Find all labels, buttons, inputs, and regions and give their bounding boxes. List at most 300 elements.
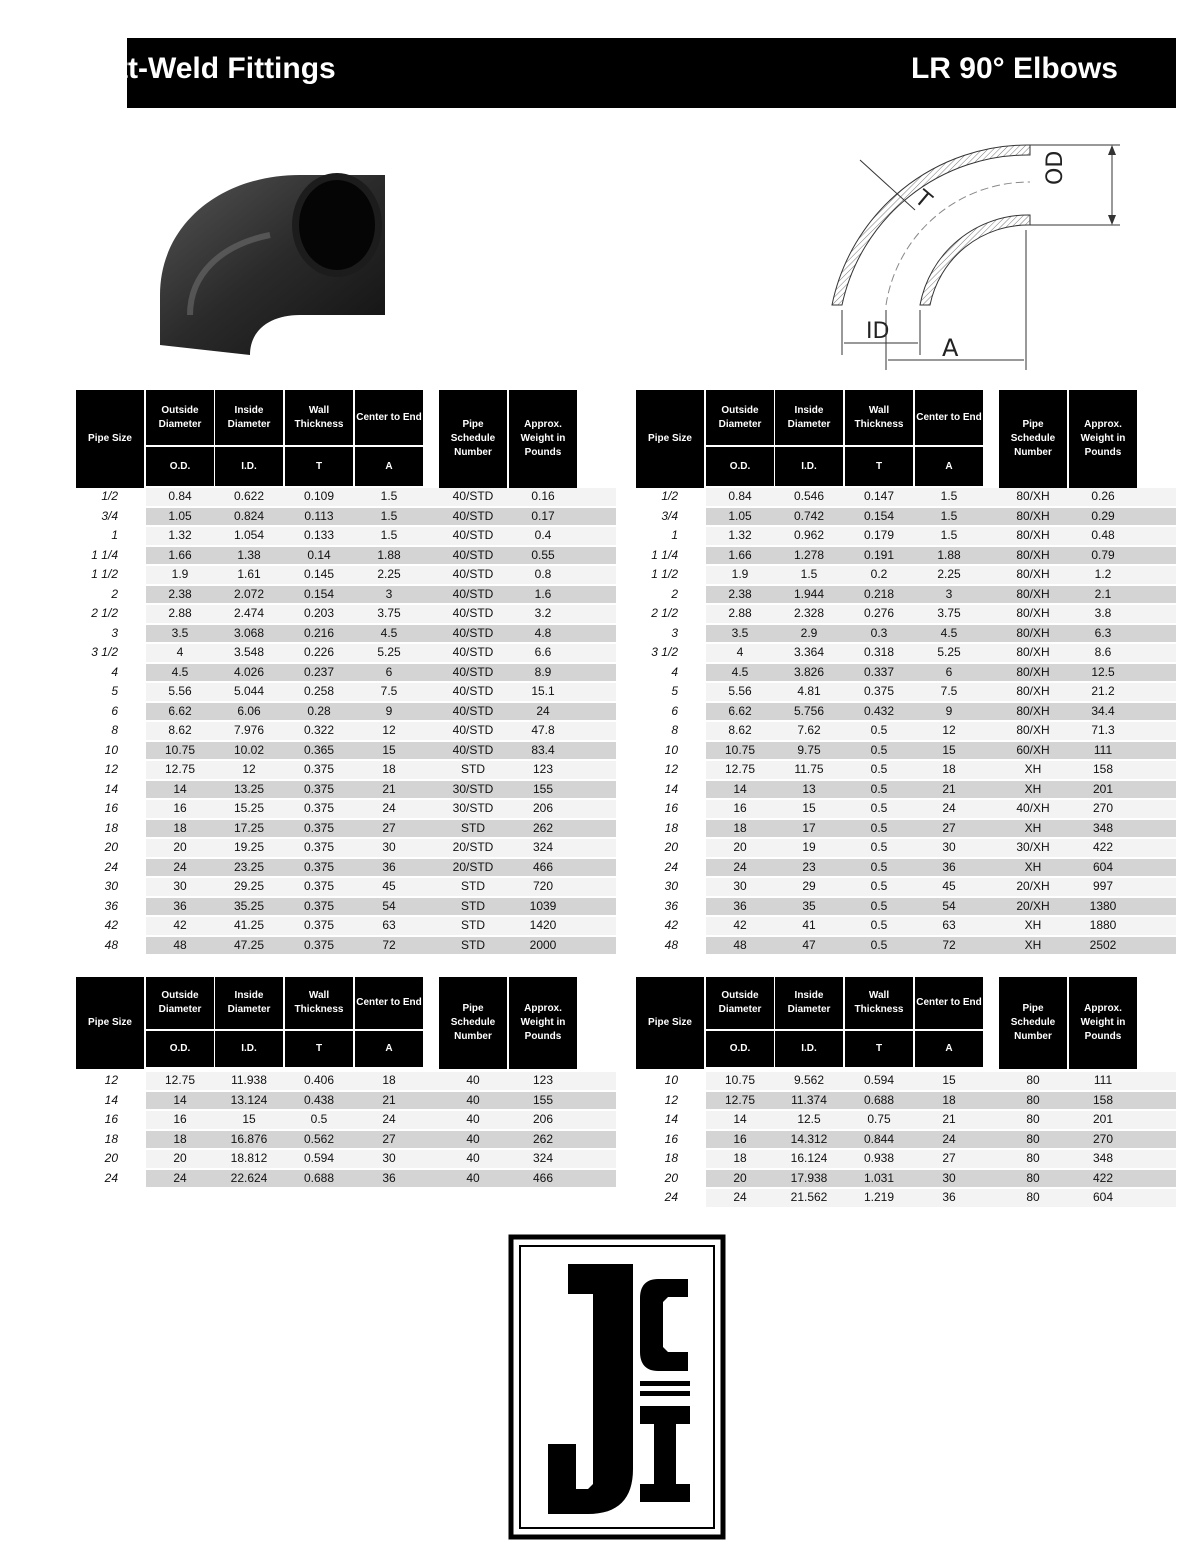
- table-cell: 36: [382, 859, 396, 874]
- table-cell: 4.5: [380, 625, 398, 640]
- table-row: [636, 897, 1176, 917]
- table-cell: 14: [173, 1092, 187, 1107]
- table-cell: 0.375: [303, 762, 335, 776]
- table-cell: 0.133: [303, 528, 335, 542]
- table-cell: 1.66: [168, 547, 192, 562]
- table-cell: 27: [942, 1151, 956, 1165]
- table-cell: 48: [733, 937, 747, 952]
- table-row: [76, 487, 616, 507]
- table-cell: 6.3: [1094, 625, 1112, 640]
- table-cell: 0.365: [303, 742, 335, 757]
- table-cell: 1.5: [380, 489, 398, 503]
- table-cell: 1.031: [863, 1170, 895, 1185]
- table-cell: 0.742: [793, 508, 825, 523]
- table-cell: 30: [173, 879, 187, 893]
- table-cell: 466: [532, 1170, 554, 1185]
- table-cell: 40: [466, 1151, 480, 1165]
- table-cell: 0.8: [534, 567, 552, 581]
- table-row: [76, 1071, 616, 1091]
- table-cell: 0.318: [863, 645, 895, 659]
- table-row: [636, 936, 1176, 956]
- table-cell: 30: [942, 1170, 956, 1185]
- header-inside-diameter-sub: I.D.: [215, 1031, 283, 1067]
- table-row: [636, 760, 1176, 780]
- table-cell: 1.944: [793, 586, 825, 601]
- table-cell: 16.876: [230, 1131, 268, 1146]
- pipe-size-cell: 14: [664, 781, 678, 796]
- table-cell: 80: [1026, 1131, 1040, 1146]
- table-cell: 0.375: [303, 801, 335, 815]
- table-cell: 20: [173, 1151, 187, 1165]
- pipe-size-cell: 1 1/4: [651, 547, 678, 562]
- table-cell: 29.25: [233, 879, 265, 893]
- pipe-size-cell: 1 1/2: [651, 567, 678, 581]
- table-row: [76, 565, 616, 585]
- table-cell: 6.06: [237, 703, 261, 718]
- table-cell: 0.237: [303, 664, 335, 679]
- table-cell: 0.147: [863, 489, 895, 503]
- table-cell: 18: [173, 820, 187, 835]
- header-wall-thickness-sub: T: [845, 1031, 913, 1067]
- table-row: [76, 604, 616, 624]
- table-cell: 2.474: [233, 606, 265, 620]
- table-cell: 41: [802, 918, 816, 932]
- header-wall-thickness: Wall Thickness: [285, 977, 353, 1029]
- table-cell: 111: [1093, 742, 1113, 757]
- table-cell: 1.5: [380, 528, 398, 542]
- header-outside-diameter: Outside Diameter: [706, 977, 774, 1029]
- pipe-size-cell: 4: [111, 664, 118, 679]
- header-schedule-number: Pipe Schedule Number: [999, 977, 1067, 1069]
- pipe-size-cell: 16: [104, 1112, 118, 1126]
- table-cell: 10.02: [233, 742, 265, 757]
- table-cell: 1420: [529, 918, 557, 932]
- table-cell: 0.48: [1091, 528, 1115, 542]
- table-cell: 0.5: [870, 937, 888, 952]
- table-cell: 348: [1092, 1151, 1114, 1165]
- table-cell: 0.5: [870, 801, 888, 815]
- header-outside-diameter: Outside Diameter: [146, 390, 214, 445]
- pipe-size-cell: 1/2: [661, 489, 678, 503]
- table-cell: 15: [242, 1112, 256, 1126]
- table-cell: 0.824: [233, 508, 265, 523]
- table-cell: 40: [466, 1112, 480, 1126]
- table-row: [76, 799, 616, 819]
- header-center-to-end: Center to End: [355, 977, 423, 1029]
- table-cell: 5.56: [728, 684, 752, 698]
- table-cell: 47.25: [233, 937, 265, 952]
- table-cell: 54: [382, 898, 396, 913]
- header-outside-diameter-sub: O.D.: [146, 1031, 214, 1067]
- table-cell: 7.5: [940, 684, 958, 698]
- table-cell: 0.4: [534, 528, 552, 542]
- header-outside-diameter: Outside Diameter: [706, 390, 774, 445]
- table-cell: 17.25: [233, 820, 265, 835]
- table-cell: 22.624: [230, 1170, 268, 1185]
- table-cell: 0.375: [303, 781, 335, 796]
- table-cell: 17.938: [790, 1170, 828, 1185]
- table-cell: 3: [945, 586, 953, 601]
- table-cell: 9: [385, 703, 393, 718]
- pipe-size-cell: 12: [664, 762, 678, 776]
- table-cell: STD: [461, 937, 485, 952]
- table-cell: 1.61: [237, 567, 261, 581]
- table-cell: 2502: [1089, 937, 1117, 952]
- table-cell: 0.3: [870, 625, 888, 640]
- table-cell: 80/XH: [1016, 528, 1050, 542]
- table-row: [76, 916, 616, 936]
- header-pipe-size: Pipe Size: [636, 977, 704, 1069]
- table-cell: 3.826: [793, 664, 825, 679]
- table-cell: 60/XH: [1016, 742, 1050, 757]
- header-center-to-end: Center to End: [915, 977, 983, 1029]
- table-cell: 2.328: [793, 606, 825, 620]
- table-cell: 21: [942, 781, 956, 796]
- table-cell: 270: [1092, 801, 1114, 815]
- table-row: [76, 663, 616, 683]
- table-cell: 21: [382, 1092, 396, 1107]
- table-cell: 30: [733, 879, 747, 893]
- table-cell: 10.75: [724, 742, 756, 757]
- table-row: [636, 507, 1176, 527]
- table-cell: 0.26: [1091, 489, 1115, 503]
- table-cell: 1.32: [728, 528, 752, 542]
- table-cell: 1.5: [940, 489, 958, 503]
- pipe-size-cell: 20: [664, 840, 678, 854]
- table-cell: 3.5: [731, 625, 749, 640]
- table-cell: 0.154: [863, 508, 895, 523]
- table-cell: 40: [466, 1073, 480, 1087]
- table-row: [76, 897, 616, 917]
- header-inside-diameter-sub: I.D.: [775, 1031, 843, 1067]
- table-cell: 18.812: [230, 1151, 268, 1165]
- table-cell: 0.5: [870, 898, 888, 913]
- table-cell: 0.438: [303, 1092, 335, 1107]
- a-label: A: [942, 334, 959, 362]
- table-row: [636, 1130, 1176, 1150]
- table-cell: 15: [382, 742, 396, 757]
- header-wall-thickness-sub: T: [845, 447, 913, 486]
- table-cell: XH: [1024, 781, 1042, 796]
- table-cell: 9.562: [793, 1073, 825, 1087]
- header-schedule-number: Pipe Schedule Number: [439, 977, 507, 1069]
- table-cell: 7.62: [797, 723, 821, 737]
- table-cell: 5.56: [168, 684, 192, 698]
- header-inside-diameter: Inside Diameter: [215, 977, 283, 1029]
- table-cell: 42: [173, 918, 187, 932]
- table-cell: 0.375: [863, 684, 895, 698]
- table-cell: STD: [461, 820, 485, 835]
- table-cell: 1.2: [1094, 567, 1112, 581]
- table-cell: 40/STD: [452, 547, 494, 562]
- pipe-size-cell: 30: [664, 879, 678, 893]
- table-cell: 4.5: [940, 625, 958, 640]
- header-approx-weight: Approx. Weight in Pounds: [1069, 977, 1137, 1069]
- pipe-size-cell: 12: [104, 762, 118, 776]
- table-row: [76, 585, 616, 605]
- table-cell: 34.4: [1091, 703, 1115, 718]
- table-cell: 1.054: [233, 528, 265, 542]
- table-cell: 72: [382, 937, 396, 952]
- table-cell: 0.688: [863, 1092, 895, 1107]
- table-cell: 80/XH: [1016, 645, 1050, 659]
- table-cell: 80/XH: [1016, 625, 1050, 640]
- pipe-size-cell: 8: [671, 723, 678, 737]
- header-wall-thickness: Wall Thickness: [845, 390, 913, 445]
- table-cell: 0.322: [303, 723, 335, 737]
- pipe-size-cell: 6: [671, 703, 678, 718]
- table-cell: 8.62: [728, 723, 752, 737]
- table-cell: 15.1: [531, 684, 555, 698]
- table-cell: 2.25: [937, 567, 961, 581]
- table-cell: 0.375: [303, 879, 335, 893]
- table-cell: 0.622: [233, 489, 265, 503]
- table-cell: 0.203: [303, 606, 335, 620]
- table-cell: 23.25: [233, 859, 265, 874]
- table-cell: 35: [802, 898, 816, 913]
- table-cell: 12: [242, 762, 256, 776]
- table-cell: 16: [733, 801, 747, 815]
- table-cell: 324: [532, 840, 554, 854]
- table-cell: 1.88: [937, 547, 961, 562]
- table-cell: 0.109: [303, 489, 335, 503]
- table-cell: 4.5: [731, 664, 749, 679]
- table-row: [76, 1130, 616, 1150]
- pipe-size-cell: 48: [664, 937, 678, 952]
- table-cell: 40/XH: [1016, 801, 1050, 815]
- table-cell: 30: [942, 840, 956, 854]
- table-cell: 9: [945, 703, 953, 718]
- table-cell: 1.9: [171, 567, 189, 581]
- table-cell: 80/XH: [1016, 606, 1050, 620]
- table-cell: 0.375: [303, 898, 335, 913]
- table-cell: XH: [1024, 937, 1042, 952]
- table-cell: 0.154: [303, 586, 335, 601]
- header-center-to-end-sub: A: [355, 1031, 423, 1067]
- pipe-size-cell: 20: [104, 840, 118, 854]
- table-cell: 27: [942, 820, 956, 835]
- table-row: [76, 507, 616, 527]
- table-row: [76, 702, 616, 722]
- od-label: OD: [1043, 150, 1068, 185]
- table-cell: 0.5: [870, 742, 888, 757]
- table-cell: 6: [945, 664, 953, 679]
- table-row: [636, 604, 1176, 624]
- table-cell: 206: [532, 801, 554, 815]
- table-cell: 3.5: [171, 625, 189, 640]
- table-cell: 24: [173, 859, 187, 874]
- table-cell: 0.5: [870, 840, 888, 854]
- table-cell: 63: [382, 918, 396, 932]
- table-cell: 0.14: [307, 547, 331, 562]
- header-approx-weight: Approx. Weight in Pounds: [509, 390, 577, 488]
- header-approx-weight: Approx. Weight in Pounds: [1069, 390, 1137, 488]
- table-cell: 262: [532, 1131, 554, 1146]
- table-cell: 0.276: [863, 606, 895, 620]
- table-cell: 3.75: [377, 606, 401, 620]
- table-cell: 0.594: [303, 1151, 335, 1165]
- id-label: ID: [866, 319, 890, 344]
- table-cell: 2.38: [728, 586, 752, 601]
- table-cell: 24: [382, 801, 396, 815]
- table-cell: 2.1: [1094, 586, 1112, 601]
- table-cell: 0.375: [303, 820, 335, 835]
- table-cell: 1.5: [940, 528, 958, 542]
- table-cell: 158: [1092, 1092, 1114, 1107]
- table-cell: 1.6: [534, 586, 552, 601]
- table-cell: 0.5: [870, 859, 888, 874]
- pipe-size-cell: 24: [104, 1170, 118, 1185]
- table-cell: 1.66: [728, 547, 752, 562]
- header-wall-thickness: Wall Thickness: [285, 390, 353, 445]
- pipe-size-cell: 3/4: [661, 508, 678, 523]
- table-row: [76, 877, 616, 897]
- table-cell: 80: [1026, 1112, 1040, 1126]
- table-cell: 20: [733, 840, 747, 854]
- table-cell: 3.548: [233, 645, 265, 659]
- table-cell: 1.88: [377, 547, 401, 562]
- table-cell: 12.5: [1091, 664, 1115, 679]
- table-cell: 21: [942, 1112, 956, 1126]
- header-wall-thickness: Wall Thickness: [845, 977, 913, 1029]
- table-cell: 5.756: [793, 703, 825, 718]
- table-cell: 20/STD: [452, 840, 494, 854]
- pipe-size-cell: 1: [671, 528, 678, 542]
- pipe-size-cell: 42: [664, 918, 678, 932]
- table-cell: 0.688: [303, 1170, 335, 1185]
- pipe-size-cell: 12: [664, 1092, 678, 1107]
- table-cell: 12.5: [797, 1112, 821, 1126]
- table-cell: 80/XH: [1016, 723, 1050, 737]
- table-cell: 3.75: [937, 606, 961, 620]
- table-cell: 16: [173, 1112, 187, 1126]
- table-cell: XH: [1024, 820, 1042, 835]
- header-outside-diameter-sub: O.D.: [706, 1031, 774, 1067]
- table-cell: 21.2: [1091, 684, 1115, 698]
- table-cell: 40/STD: [452, 723, 494, 737]
- table-row: [636, 819, 1176, 839]
- table-cell: 0.594: [863, 1073, 895, 1087]
- table-cell: 0.962: [793, 528, 825, 542]
- table-cell: 36: [942, 1190, 956, 1204]
- pipe-size-cell: 24: [104, 859, 118, 874]
- elbow-photo: [150, 165, 400, 355]
- pipe-size-cell: 18: [664, 820, 678, 835]
- table-row: [636, 702, 1176, 722]
- table-cell: 0.5: [870, 781, 888, 796]
- table-cell: 41.25: [233, 918, 265, 932]
- pipe-size-cell: 16: [104, 801, 118, 815]
- table-cell: 11.75: [794, 762, 824, 776]
- table-cell: 0.16: [531, 489, 555, 503]
- table-row: [636, 1188, 1176, 1208]
- table-cell: 40: [466, 1092, 480, 1107]
- table-cell: 4.8: [534, 625, 552, 640]
- table-cell: 0.337: [863, 664, 895, 679]
- table-cell: 3.8: [1094, 606, 1112, 620]
- table-cell: 40/STD: [452, 625, 494, 640]
- table-cell: 604: [1092, 1190, 1114, 1204]
- table-cell: 63: [942, 918, 956, 932]
- header-inside-diameter: Inside Diameter: [215, 390, 283, 445]
- table-cell: 80: [1026, 1170, 1040, 1185]
- table-cell: 30/STD: [452, 801, 494, 815]
- table-cell: 9.75: [797, 742, 821, 757]
- pipe-size-cell: 1 1/4: [91, 547, 118, 562]
- table-cell: 24: [536, 703, 550, 718]
- table-cell: 123: [532, 762, 554, 776]
- table-cell: 10.75: [724, 1073, 756, 1087]
- table-cell: 2.25: [377, 567, 401, 581]
- table-cell: 80: [1026, 1073, 1040, 1087]
- banner-title-right: LR 90° Elbows: [910, 52, 1118, 85]
- table-cell: 0.145: [303, 567, 335, 581]
- table-cell: 72: [942, 937, 956, 952]
- table-cell: XH: [1024, 762, 1042, 776]
- table-cell: 30/STD: [452, 781, 494, 796]
- table-row: [76, 1149, 616, 1169]
- table-cell: 997: [1092, 879, 1114, 893]
- table-cell: 80/XH: [1016, 567, 1050, 581]
- pipe-size-cell: 18: [104, 820, 118, 835]
- pipe-size-cell: 3 1/2: [651, 645, 678, 659]
- table-cell: 29: [802, 879, 816, 893]
- table-cell: 8.9: [534, 664, 552, 679]
- table-cell: 0.79: [1091, 547, 1115, 562]
- table-cell: 2.88: [728, 606, 752, 620]
- table-row: [636, 546, 1176, 566]
- pipe-size-cell: 18: [664, 1151, 678, 1165]
- table-row: [76, 936, 616, 956]
- table-row: [636, 643, 1176, 663]
- table-cell: 13.124: [230, 1092, 268, 1107]
- table-row: [76, 546, 616, 566]
- table-row: [636, 858, 1176, 878]
- table-cell: STD: [461, 762, 485, 776]
- table-cell: 15: [942, 1073, 956, 1087]
- header-inside-diameter: Inside Diameter: [775, 977, 843, 1029]
- table-cell: 80/XH: [1016, 664, 1050, 679]
- header-wall-thickness-sub: T: [285, 1031, 353, 1067]
- pipe-size-cell: 42: [104, 918, 118, 932]
- table-row: [636, 1071, 1176, 1091]
- table-cell: 12.75: [164, 762, 196, 776]
- table-cell: 80/XH: [1016, 489, 1050, 503]
- table-cell: 40/STD: [452, 703, 494, 718]
- table-row: [636, 682, 1176, 702]
- pipe-size-cell: 20: [104, 1151, 118, 1165]
- table-row: [636, 663, 1176, 683]
- table-cell: 324: [532, 1151, 554, 1165]
- table-row: [76, 526, 616, 546]
- table-cell: 1.278: [793, 547, 825, 562]
- table-cell: 0.5: [310, 1112, 328, 1126]
- table-row: [76, 858, 616, 878]
- elbow-diagram: [820, 130, 1140, 375]
- table-cell: 40/STD: [452, 508, 494, 523]
- header-schedule-number: Pipe Schedule Number: [439, 390, 507, 488]
- table-cell: 30: [382, 840, 396, 854]
- table-cell: 6: [385, 664, 393, 679]
- table-cell: 0.5: [870, 723, 888, 737]
- table-cell: 0.844: [863, 1131, 895, 1146]
- t-label: T: [909, 185, 937, 214]
- pipe-size-cell: 5: [671, 684, 678, 698]
- table-cell: 1.219: [863, 1190, 895, 1204]
- table-cell: 6.6: [534, 645, 552, 659]
- table-cell: 1.5: [800, 567, 818, 581]
- table-cell: 20/XH: [1016, 879, 1050, 893]
